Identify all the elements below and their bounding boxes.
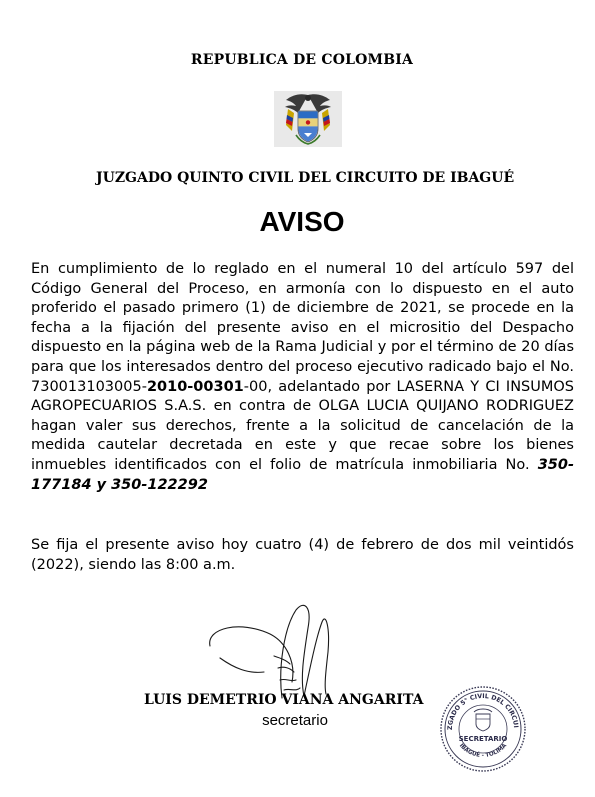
court-seal-icon: [438, 684, 528, 774]
notice-body: [31, 260, 574, 495]
property-folios: 350-177184 y 350-122292: [31, 456, 574, 493]
signer-role: secretario: [262, 712, 328, 729]
notice-body-part-2: -00, adelantado por LASERNA Y CI INSUMOS AGROPECUARIOS S.A.S. en contra de OLGA LUCIA QUIJANO RODRIGUEZ hagan valer sus derechos, frente a la solicitud de cancelación de la medida cautelar decretada en este y que recae sobre los bienes inmuebles identificados con el folio de matrícula inmobiliaria No.: [31, 378, 574, 473]
posting-statement: Se fija el presente aviso hoy cuatro (4) de febrero de dos mil veintidós (2022), siendo las 8:00 a.m.: [31, 537, 574, 573]
notice-body-part-1: En cumplimiento de lo reglado en el numeral 10 del artículo 597 del Código General del Proceso, en armonía con lo dispuesto en el auto proferido el pasado primero (1) de diciembre de 2021, se procede en la fecha a la fijación del presente aviso en el micrositio del Despacho dispuesto en la página web de la Rama Judicial y por el término de 20 días para que los interesados dentro del proceso ejecutivo radicado bajo el No. 730013103005-: [31, 261, 574, 395]
coat-of-arms-icon: [274, 91, 342, 147]
seal-bottom-text: IBAGUÉ - TOLIMA: [457, 742, 509, 759]
court-heading: JUZGADO QUINTO CIVIL DEL CIRCUITO DE IBAGUÉ: [96, 170, 515, 186]
seal-center-text: SECRETARIO: [458, 735, 508, 743]
signer-name: LUIS DEMETRIO VIANA ANGARITA: [144, 692, 424, 708]
seal-top-text: ZGADO 5° CIVIL DEL CIRCUI: [446, 692, 519, 731]
document-title: AVISO: [259, 206, 345, 237]
country-heading: REPUBLICA DE COLOMBIA: [190, 52, 414, 68]
case-number: 2010-00301: [146, 378, 244, 395]
